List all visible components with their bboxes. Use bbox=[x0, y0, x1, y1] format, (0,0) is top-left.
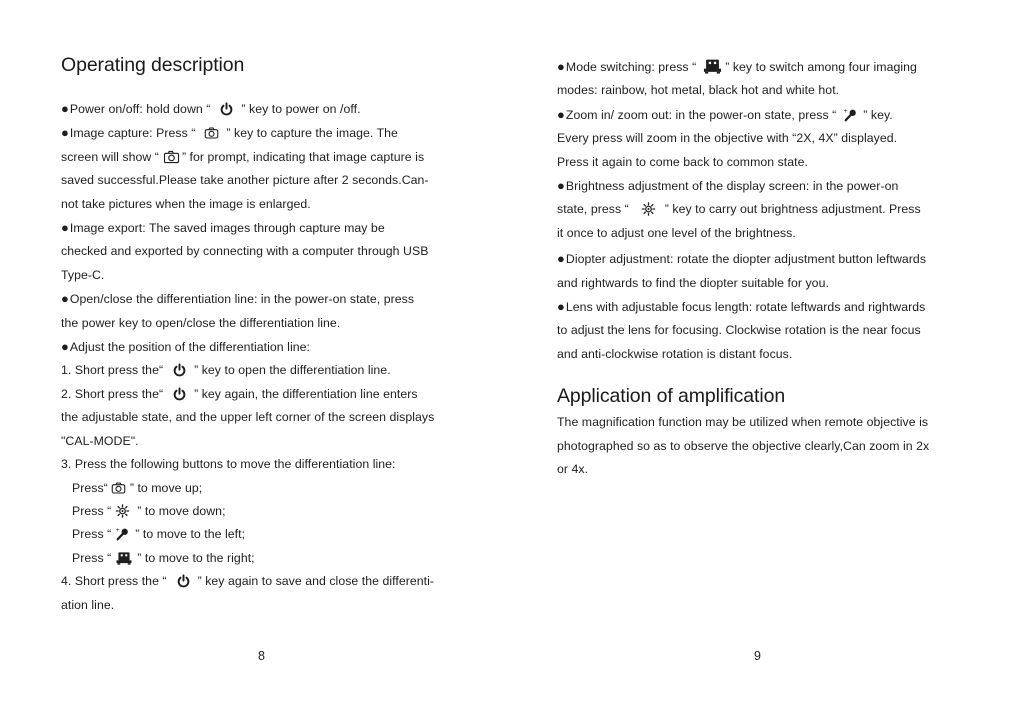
zoom-key-icon bbox=[115, 527, 130, 541]
export-line-2: checked and exported by connecting with a computer through USB bbox=[61, 244, 429, 259]
bullet-icon: ● bbox=[557, 106, 565, 122]
amplification-line-3: or 4x. bbox=[557, 462, 589, 477]
lens-line-3: and anti-clockwise rotation is distant focus. bbox=[557, 346, 793, 361]
brightness-icon bbox=[115, 504, 130, 518]
bullet-icon: ● bbox=[61, 339, 69, 355]
zoom-line-1: ●Zoom in/ zoom out: in the power-on state, press “ + ” key. bbox=[557, 106, 893, 122]
zoom-line-3: Press it again to come back to common state. bbox=[557, 154, 808, 169]
camera-icon bbox=[162, 150, 181, 164]
power-icon bbox=[172, 387, 187, 401]
bullet-icon: ● bbox=[61, 125, 69, 141]
left-column bbox=[61, 54, 471, 617]
brightness-icon bbox=[641, 202, 656, 216]
camera-icon bbox=[111, 481, 126, 495]
brightness-line-1: ●Brightness adjustment of the display screen: in the power-on bbox=[557, 178, 899, 194]
adjust-heading: ●Adjust the position of the differentiation line: bbox=[61, 339, 310, 355]
mode-icon bbox=[115, 551, 133, 565]
camera-icon bbox=[204, 126, 219, 140]
bullet-icon: ● bbox=[61, 291, 69, 307]
mode-line-2: modes: rainbow, hot metal, black hot and white hot. bbox=[557, 83, 840, 98]
section-title-operating: Operating description bbox=[61, 54, 245, 76]
bullet-icon: ● bbox=[557, 251, 565, 267]
page-number: 9 bbox=[754, 649, 761, 663]
diff-line-1: ●Open/close the differentiation line: in the power-on state, press bbox=[61, 291, 415, 307]
diff-line-2: the power key to open/close the differentiation line. bbox=[61, 315, 341, 330]
page-number: 8 bbox=[258, 649, 265, 663]
zoom-key-icon bbox=[843, 108, 858, 122]
capture-line-3: saved successful.Please take another picture after 2 seconds.Can- bbox=[61, 173, 429, 188]
lens-line-2: to adjust the lens for focusing. Clockwise rotation is the near focus bbox=[557, 323, 921, 338]
zoom-line-2: Every press will zoom in the objective with “2X, 4X” displayed. bbox=[557, 131, 898, 146]
export-line-3: Type-C. bbox=[61, 267, 105, 282]
adjust-step-1: 1. Short press the“ ” key to open the differentiation line. bbox=[61, 363, 391, 378]
move-up-line: Press“ ” to move up; bbox=[72, 480, 203, 495]
svg-text:+: + bbox=[843, 108, 849, 115]
move-left-line: Press “ + ” to move to the left; bbox=[72, 527, 246, 542]
right-page bbox=[510, 0, 1020, 713]
brightness-line-3: it once to adjust one level of the brightness. bbox=[557, 225, 796, 240]
capture-line-2: screen will show “ ” for prompt, indicating that image capture is bbox=[61, 149, 425, 164]
bullet-icon: ● bbox=[557, 178, 565, 194]
move-down-line: Press “ ” to move down; bbox=[72, 503, 226, 518]
bullet-icon: ● bbox=[61, 220, 69, 236]
adjust-step-4-cont: ation line. bbox=[61, 597, 115, 612]
brightness-line-2: state, press “ ” key to carry out brightness adjustment. Press bbox=[557, 202, 921, 217]
export-line-1: ●Image export: The saved images through capture may be bbox=[61, 220, 385, 236]
adjust-step-2: 2. Short press the“ ” key again, the differentiation line enters bbox=[61, 386, 418, 401]
capture-line-4: not take pictures when the image is enlarged. bbox=[61, 196, 311, 211]
power-icon bbox=[172, 363, 187, 377]
diopter-line-2: and rightwards to find the diopter suitable for you. bbox=[557, 275, 829, 290]
mode-line-1: ●Mode switching: press “ ” key to switch among four imaging bbox=[557, 59, 917, 74]
diopter-line-1: ●Diopter adjustment: rotate the diopter adjustment button leftwards bbox=[557, 251, 927, 267]
amplification-line-1: The magnification function may be utilized when remote objective is bbox=[557, 415, 929, 430]
move-right-line: Press “ ” to move to the right; bbox=[72, 550, 255, 565]
adjust-step-3: 3. Press the following buttons to move the differentiation line: bbox=[61, 457, 396, 472]
adjust-step-4: 4. Short press the “ ” key again to save and close the differenti- bbox=[61, 574, 435, 589]
power-icon bbox=[176, 574, 191, 588]
svg-text:+: + bbox=[115, 527, 121, 534]
lens-line-1: ●Lens with adjustable focus length: rotate leftwards and rightwards bbox=[557, 299, 926, 315]
mode-icon bbox=[702, 58, 723, 74]
power-icon bbox=[219, 102, 234, 116]
bullet-icon: ● bbox=[557, 59, 565, 74]
bullet-icon: ● bbox=[557, 299, 565, 315]
power-line: ●Power on/off: hold down “ ” key to power on /off. bbox=[61, 101, 361, 116]
section-title-amplification: Application of amplification bbox=[557, 385, 786, 408]
amplification-line-2: photographed so as to observe the objective clearly,Can zoom in 2x bbox=[557, 438, 930, 453]
right-column bbox=[557, 55, 967, 482]
adjust-step-2-mode: "CAL-MODE". bbox=[61, 433, 139, 448]
capture-line-1: ●Image capture: Press “ ” key to capture the image. The bbox=[61, 125, 398, 141]
bullet-icon: ● bbox=[61, 101, 69, 116]
adjust-step-2-cont: the adjustable state, and the upper left corner of the screen displays bbox=[61, 410, 435, 425]
